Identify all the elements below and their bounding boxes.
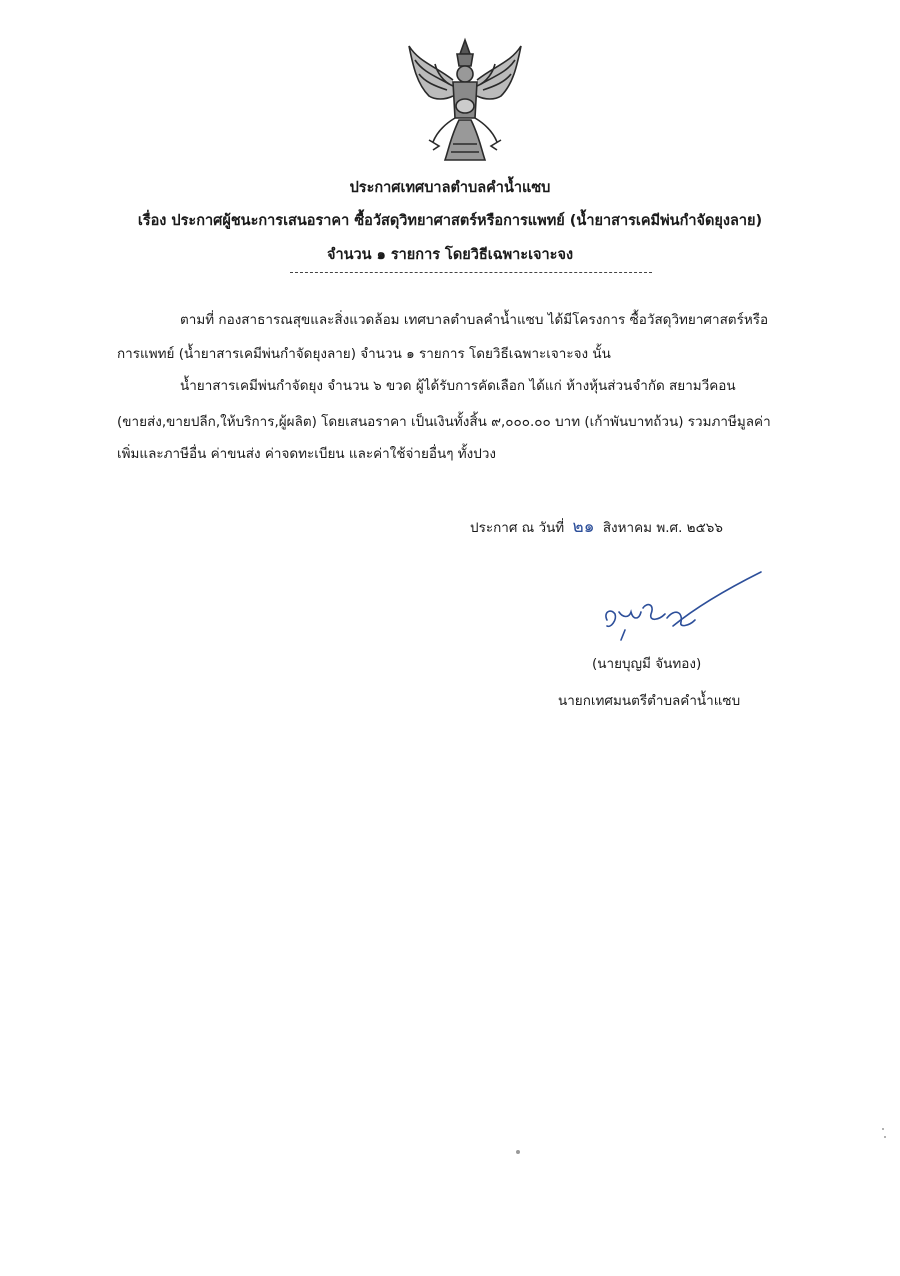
paragraph-2-line-3: เพิ่มและภาษีอื่น ค่าขนส่ง ค่าจดทะเบียน และค่าใช้จ่ายอื่นๆ ทั้งปวง xyxy=(117,446,496,462)
paragraph-2-line-2: (ขายส่ง,ขายปลีก,ให้บริการ,ผู้ผลิต) โดยเสนอราคา เป็นเงินทั้งสิ้น ๙,๐๐๐.๐๐ บาท (เก้าพันบาทถ้วน) รวมภาษีมูลค่า xyxy=(117,414,771,430)
paragraph-2-line-1: น้ำยาสารเคมีพ่นกำจัดยุง จำนวน ๖ ขวด ผู้ได้รับการคัดเลือก ได้แก่ ห้างหุ้นส่วนจำกัด สยามวีคอน xyxy=(180,378,736,394)
date-month-year: สิงหาคม พ.ศ. ๒๕๖๖ xyxy=(602,520,723,536)
scan-speck xyxy=(884,1136,886,1138)
signer-name: (นายบุญมี จันทอง) xyxy=(592,656,702,672)
announcement-quantity-method: จำนวน ๑ รายการ โดยวิธีเฉพาะเจาะจง xyxy=(326,247,574,263)
announcement-subject: เรื่อง ประกาศผู้ชนะการเสนอราคา ซื้อวัสดุวิทยาศาสตร์หรือการแพทย์ (น้ำยาสารเคมีพ่นกำจัดยุงลาย) xyxy=(137,213,763,229)
announcement-heading: ประกาศเทศบาลตำบลคำน้ำแซบ xyxy=(349,180,551,196)
signer-position: นายกเทศมนตรีตำบลคำน้ำแซบ xyxy=(558,693,741,709)
scan-speck xyxy=(516,1150,520,1154)
date-prefix: ประกาศ ณ วันที่ xyxy=(470,520,565,536)
date-day-handwritten: ๒๑ xyxy=(572,517,595,537)
announcement-date xyxy=(470,513,723,540)
signature-mark xyxy=(585,568,775,643)
paragraph-1-line-2: การแพทย์ (น้ำยาสารเคมีพ่นกำจัดยุงลาย) จำนวน ๑ รายการ โดยวิธีเฉพาะเจาะจง นั้น xyxy=(117,346,611,362)
scan-speck xyxy=(882,1128,884,1130)
paragraph-1-line-1: ตามที่ กองสาธารณสุขและสิ่งแวดล้อม เทศบาลตำบลคำน้ำแซบ ได้มีโครงการ ซื้อวัสดุวิทยาศาสตร์หรือ xyxy=(180,312,769,328)
separator-line xyxy=(290,272,652,273)
garuda-emblem-icon xyxy=(405,36,525,166)
